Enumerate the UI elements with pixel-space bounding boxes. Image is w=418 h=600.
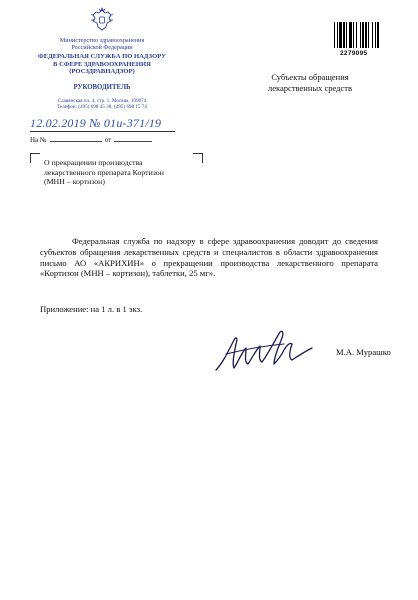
recipient: Субъекты обращения лекарственных средств (268, 72, 352, 93)
letterhead (18, 37, 186, 111)
ministry-name: Министерство здравоохранения Российской Федерации (59, 37, 145, 51)
signer-name: М.А. Мурашко (336, 347, 391, 357)
coat-of-arms-icon (88, 6, 116, 34)
head-title: РУКОВОДИТЕЛЬ (73, 83, 131, 91)
ref-from: от (104, 136, 112, 144)
subject-bracket-left (30, 153, 40, 163)
ref-number-blank (50, 135, 102, 142)
reference-line (30, 135, 155, 144)
attachment-note: Приложение: на 1 л. в 1 экз. (40, 304, 143, 314)
ref-date-blank (114, 135, 152, 142)
agency-name: ФЕДЕРАЛЬНАЯ СЛУЖБА ПО НАДЗОРУ В СФЕРЕ ЗДРАВООХРАНЕНИЯ (РОСЗДРАВНАДЗОР) (38, 53, 166, 76)
letter-body: Федеральная служба по надзору в сфере здравоохранения доводит до сведения субъектов обращения лекарственных средств и специалистов в области здравоохранения письмо АО «АКРИХИН» о прекращении производства лекарственного препарата «Кортизон (МНН – кортизон), таблетки, 25 мг». (40, 236, 378, 279)
agency-address: Славянская пл. 4, стр. 1, Москва, 109074 Телефон: (495) 698 45 38; (495) 698 15 74 (57, 98, 147, 110)
registration-line (30, 116, 200, 136)
barcode-number: 2279095 (340, 50, 368, 57)
barcode-icon (334, 22, 386, 48)
letter-subject: О прекращении производства лекарственного препарата Кортизон (МНН – кортизон) (44, 158, 164, 187)
registration-underline (30, 131, 175, 132)
subject-bracket-right (193, 153, 203, 163)
ref-prefix: На № (30, 136, 47, 144)
registration-number: 12.02.2019 № 01и-371/19 (30, 116, 162, 130)
signature-image (212, 324, 324, 376)
